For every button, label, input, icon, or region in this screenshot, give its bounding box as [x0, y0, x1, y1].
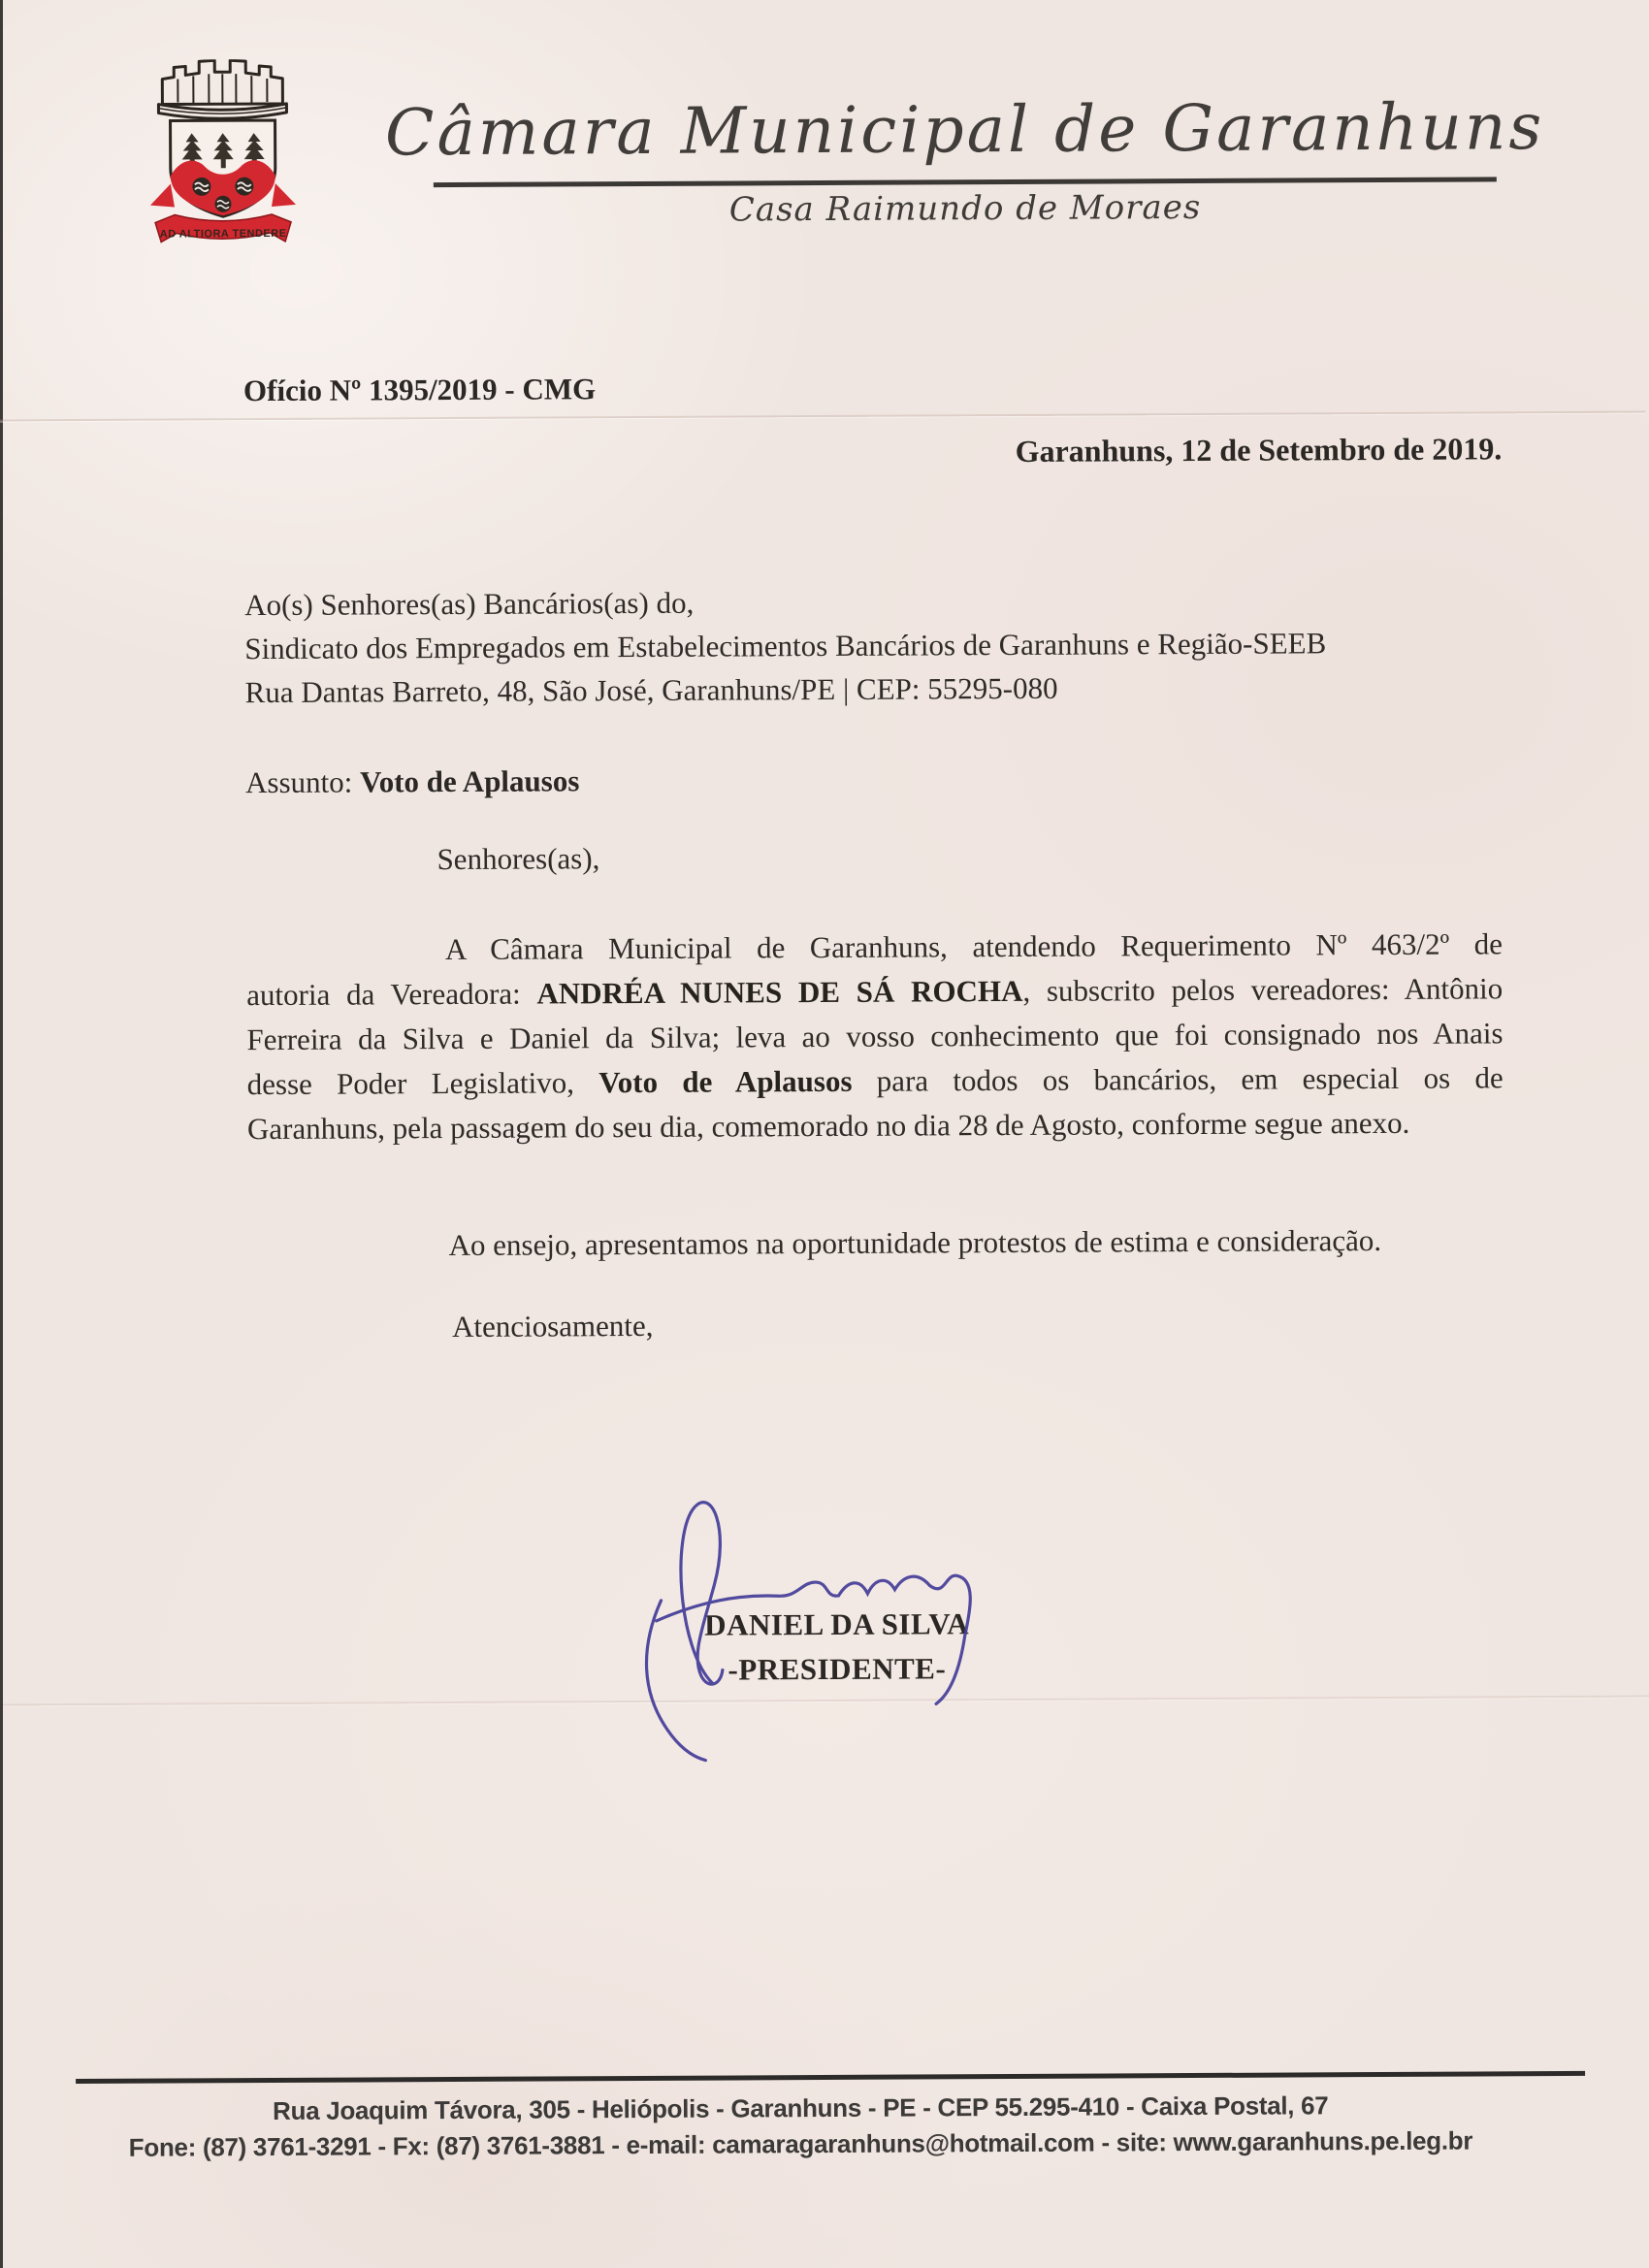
- recipient-line-3: Rua Dantas Barreto, 48, São José, Garanhuns/PE | CEP: 55295-080: [244, 670, 1058, 710]
- vereadora-name: ANDRÉA NUNES DE SÁ ROCHA: [536, 973, 1023, 1011]
- body-line-3: Ferreira da Silva e Daniel da Silva; leva ao vosso conhecimento que foi consignado nos Anais: [246, 1016, 1504, 1057]
- body-line-4-text: desse Poder Legislativo,: [246, 1065, 599, 1102]
- org-subtitle: Casa Raimundo de Moraes: [728, 187, 1202, 230]
- recipient-line-1: Ao(s) Senhores(as) Bancários(as) do,: [244, 585, 695, 623]
- salutation: Senhores(as),: [436, 841, 600, 877]
- body-line-2: [246, 966, 1503, 1018]
- body-paragraph: [246, 922, 1504, 1151]
- body-line-2-text-b: , subscrito pelos vereadores: Antônio: [1022, 971, 1504, 1008]
- body-line-1: A Câmara Municipal de Garanhuns, atendendo Requerimento Nº 463/2º de: [444, 926, 1504, 967]
- paper-fold-crease: [3, 1696, 1649, 1706]
- footer-contacts: Fone: (87) 3761-3291 - Fx: (87) 3761-3881 - e-mail: camaragaranhuns@hotmail.com - site: www.garanhuns.pe.leg.br: [128, 2125, 1473, 2162]
- subject-line: [245, 763, 579, 800]
- date-line: Garanhuns, 12 de Setembro de 2019.: [1015, 431, 1503, 469]
- crest-shield-icon: [150, 120, 297, 217]
- footer-rule: [76, 2071, 1585, 2084]
- closing-paragraph: Ao ensejo, apresentamos na oportunidade protestos de estima e consideração.: [448, 1222, 1382, 1263]
- crest-crown-icon: [158, 60, 286, 119]
- recipient-block: [244, 577, 1327, 714]
- recipient-line-2: Sindicato dos Empregados em Estabelecimentos Bancários de Garanhuns e Região-SEEB: [244, 626, 1327, 666]
- signatory-block: [682, 1602, 992, 1693]
- reference-number: Ofício Nº 1395/2019 - CMG: [242, 372, 597, 408]
- paper-fold-crease: [0, 411, 1645, 422]
- signatory-name: DANIEL DA SILVA: [704, 1606, 970, 1642]
- body-line-4-text-b: para todos os bancários, em especial os de: [852, 1060, 1504, 1098]
- signatory-title: -PRESIDENTE-: [728, 1651, 947, 1687]
- title-underline: [434, 177, 1497, 187]
- subject-value: Voto de Aplausos: [360, 763, 580, 799]
- body-line-5: Garanhuns, pela passagem do seu dia, comemorado no dia 28 de Agosto, conforme segue anexo.: [246, 1105, 1410, 1147]
- subject-label: Assunto:: [245, 764, 361, 800]
- regards: Atenciosamente,: [451, 1308, 654, 1345]
- body-line-4: [247, 1055, 1504, 1107]
- voto-de-aplausos: Voto de Aplausos: [598, 1063, 853, 1100]
- org-title: Câmara Municipal de Garanhuns: [384, 89, 1545, 171]
- body-line-2-text: autoria da Vereadora:: [246, 976, 537, 1013]
- crest-motto-banner: [155, 214, 291, 243]
- coat-of-arms-garanhuns: [145, 59, 301, 266]
- footer-address: Rua Joaquim Távora, 305 - Heliópolis - Garanhuns - PE - CEP 55.295-410 - Caixa Postal, 67: [273, 2090, 1329, 2125]
- crest-motto: AD ALTIORA TENDERE: [159, 227, 287, 241]
